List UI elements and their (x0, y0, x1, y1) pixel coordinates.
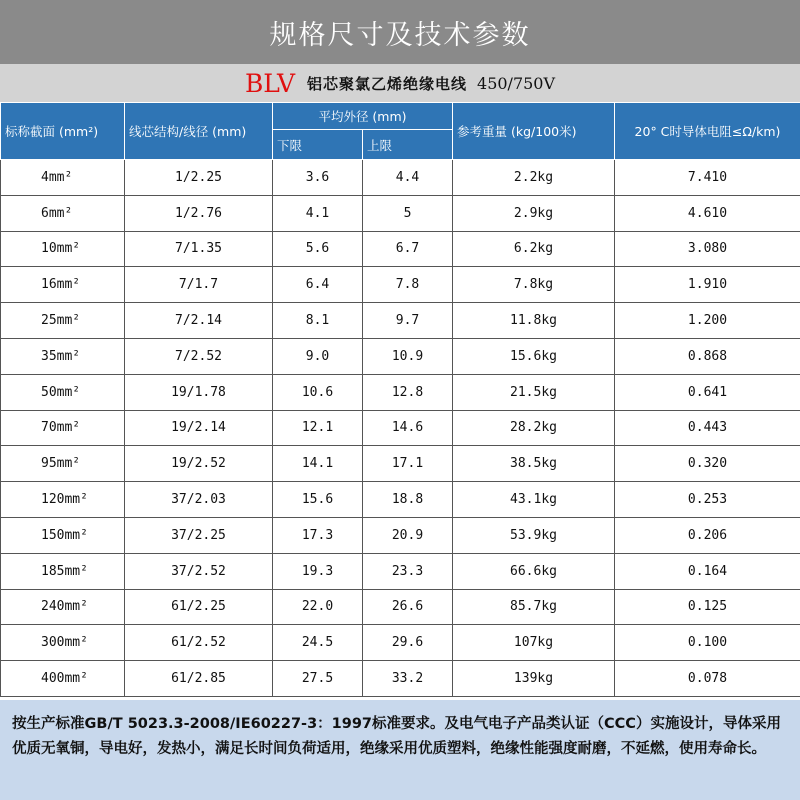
cell-diameter-lower: 5.6 (273, 231, 363, 267)
cell-diameter-lower: 3.6 (273, 160, 363, 196)
cell-resistance: 3.080 (615, 231, 800, 267)
cell-structure: 61/2.25 (125, 589, 273, 625)
cell-resistance: 0.253 (615, 482, 800, 518)
product-description: 铝芯聚氯乙烯绝缘电线 (307, 74, 468, 93)
header-weight: 参考重量 (kg/100米) (453, 103, 615, 160)
cell-resistance: 0.164 (615, 553, 800, 589)
cell-diameter-lower: 19.3 (273, 553, 363, 589)
cell-size: 120mm² (1, 482, 125, 518)
cell-resistance: 7.410 (615, 160, 800, 196)
cell-diameter-upper: 6.7 (363, 231, 453, 267)
cell-weight: 107kg (453, 625, 615, 661)
cell-diameter-upper: 23.3 (363, 553, 453, 589)
table-row (1, 231, 800, 267)
table-row (1, 625, 800, 661)
cell-weight: 85.7kg (453, 589, 615, 625)
cell-diameter-upper: 9.7 (363, 303, 453, 339)
cell-weight: 53.9kg (453, 517, 615, 553)
cell-structure: 1/2.25 (125, 160, 273, 196)
cell-structure: 61/2.85 (125, 661, 273, 697)
cell-resistance: 1.200 (615, 303, 800, 339)
cell-structure: 61/2.52 (125, 625, 273, 661)
table-row (1, 160, 800, 196)
cell-diameter-lower: 10.6 (273, 374, 363, 410)
cell-resistance: 0.206 (615, 517, 800, 553)
cell-resistance: 0.100 (615, 625, 800, 661)
cell-diameter-lower: 6.4 (273, 267, 363, 303)
cell-size: 240mm² (1, 589, 125, 625)
cell-weight: 11.8kg (453, 303, 615, 339)
page-title: 规格尺寸及技术参数 (0, 0, 800, 64)
spec-table-body (1, 160, 800, 697)
table-row (1, 338, 800, 374)
cell-structure: 19/2.14 (125, 410, 273, 446)
table-row (1, 410, 800, 446)
cell-weight: 7.8kg (453, 267, 615, 303)
cell-resistance: 4.610 (615, 195, 800, 231)
cell-structure: 37/2.25 (125, 517, 273, 553)
cell-weight: 43.1kg (453, 482, 615, 518)
cell-resistance: 0.443 (615, 410, 800, 446)
cell-diameter-upper: 18.8 (363, 482, 453, 518)
cell-diameter-upper: 29.6 (363, 625, 453, 661)
cell-weight: 139kg (453, 661, 615, 697)
cell-structure: 1/2.76 (125, 195, 273, 231)
cell-weight: 15.6kg (453, 338, 615, 374)
cell-size: 95mm² (1, 446, 125, 482)
cell-size: 50mm² (1, 374, 125, 410)
cell-diameter-lower: 17.3 (273, 517, 363, 553)
cell-size: 70mm² (1, 410, 125, 446)
cell-structure: 19/2.52 (125, 446, 273, 482)
table-row (1, 267, 800, 303)
cell-weight: 2.9kg (453, 195, 615, 231)
product-rating: 450/750V (477, 73, 556, 93)
cell-diameter-upper: 7.8 (363, 267, 453, 303)
cell-size: 400mm² (1, 661, 125, 697)
cell-diameter-upper: 4.4 (363, 160, 453, 196)
cell-structure: 7/2.52 (125, 338, 273, 374)
table-row (1, 303, 800, 339)
cell-diameter-upper: 33.2 (363, 661, 453, 697)
table-row (1, 482, 800, 518)
header-diameter: 平均外径 (mm) (273, 103, 453, 130)
cell-diameter-upper: 20.9 (363, 517, 453, 553)
cell-diameter-lower: 12.1 (273, 410, 363, 446)
cell-weight: 38.5kg (453, 446, 615, 482)
cell-structure: 7/2.14 (125, 303, 273, 339)
table-row (1, 446, 800, 482)
table-row (1, 517, 800, 553)
cell-structure: 7/1.35 (125, 231, 273, 267)
cell-weight: 2.2kg (453, 160, 615, 196)
cell-structure: 37/2.03 (125, 482, 273, 518)
cell-diameter-lower: 24.5 (273, 625, 363, 661)
cell-weight: 21.5kg (453, 374, 615, 410)
cell-size: 35mm² (1, 338, 125, 374)
cell-diameter-lower: 4.1 (273, 195, 363, 231)
header-structure: 线芯结构/线径 (mm) (125, 103, 273, 160)
cell-weight: 28.2kg (453, 410, 615, 446)
cell-diameter-lower: 15.6 (273, 482, 363, 518)
cell-size: 6mm² (1, 195, 125, 231)
table-row (1, 374, 800, 410)
cell-weight: 6.2kg (453, 231, 615, 267)
cell-diameter-lower: 9.0 (273, 338, 363, 374)
cell-diameter-lower: 14.1 (273, 446, 363, 482)
table-row (1, 661, 800, 697)
cell-resistance: 0.078 (615, 661, 800, 697)
table-row (1, 589, 800, 625)
cell-weight: 66.6kg (453, 553, 615, 589)
cell-diameter-lower: 27.5 (273, 661, 363, 697)
cell-diameter-upper: 5 (363, 195, 453, 231)
cell-diameter-lower: 8.1 (273, 303, 363, 339)
cell-resistance: 0.868 (615, 338, 800, 374)
header-size: 标称截面 (mm²) (1, 103, 125, 160)
cell-diameter-upper: 10.9 (363, 338, 453, 374)
header-lower: 下限 (273, 130, 363, 160)
cell-diameter-lower: 22.0 (273, 589, 363, 625)
product-subtitle (0, 64, 800, 102)
cell-diameter-upper: 17.1 (363, 446, 453, 482)
cell-size: 150mm² (1, 517, 125, 553)
header-resistance: 20° C时导体电阻≤Ω/km) (615, 103, 800, 160)
table-row (1, 195, 800, 231)
cell-resistance: 0.641 (615, 374, 800, 410)
cell-resistance: 1.910 (615, 267, 800, 303)
cell-size: 185mm² (1, 553, 125, 589)
spec-table (0, 102, 800, 697)
cell-resistance: 0.320 (615, 446, 800, 482)
cell-structure: 19/1.78 (125, 374, 273, 410)
header-upper: 上限 (363, 130, 453, 160)
cell-size: 10mm² (1, 231, 125, 267)
cell-size: 4mm² (1, 160, 125, 196)
cell-structure: 37/2.52 (125, 553, 273, 589)
table-row (1, 553, 800, 589)
cell-diameter-upper: 14.6 (363, 410, 453, 446)
cell-structure: 7/1.7 (125, 267, 273, 303)
cell-size: 300mm² (1, 625, 125, 661)
cell-size: 25mm² (1, 303, 125, 339)
cell-size: 16mm² (1, 267, 125, 303)
product-model: BLV (244, 68, 295, 98)
standard-notes: 按生产标准GB/T 5023.3-2008/IE60227-3：1997标准要求。及电气电子产品类认证（CCC）实施设计，导体采用优质无氧铜，导电好，发热小，满足长时间负荷适用，绝缘采用优质塑料，绝缘性能强度耐磨，不延燃，使用寿命长。 (0, 700, 800, 800)
cell-resistance: 0.125 (615, 589, 800, 625)
cell-diameter-upper: 12.8 (363, 374, 453, 410)
cell-diameter-upper: 26.6 (363, 589, 453, 625)
